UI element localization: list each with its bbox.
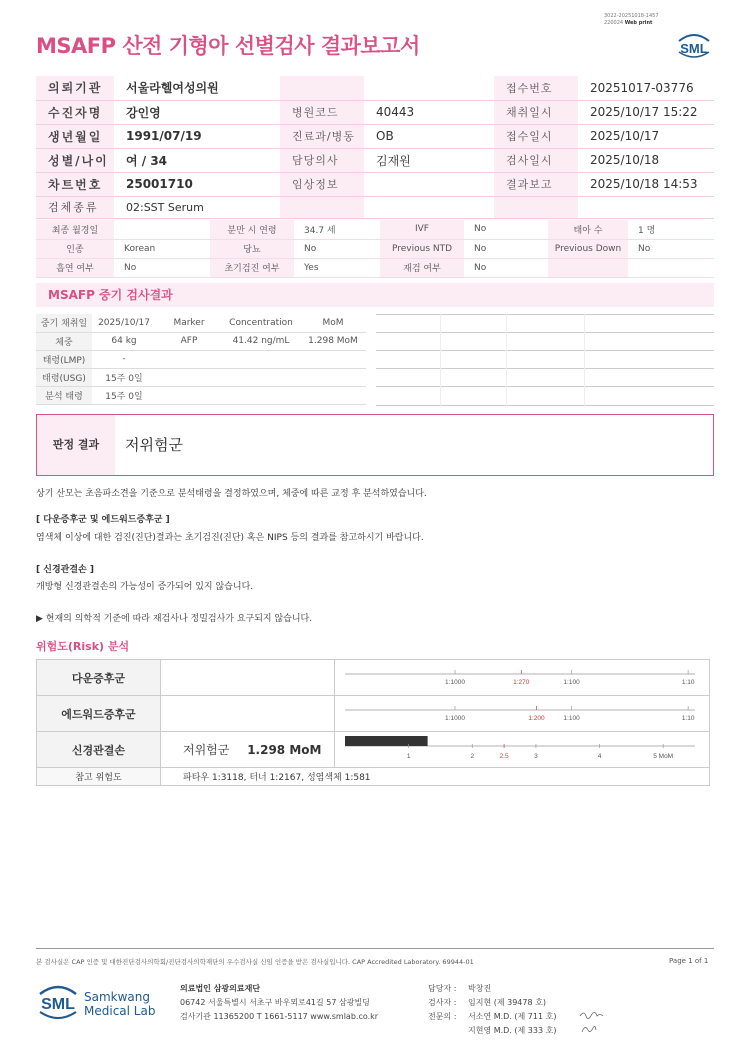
scale-tick-label: 1:270	[513, 679, 530, 686]
scale-tick-label: 1:10	[681, 715, 695, 722]
clinical-label: Previous NTD	[380, 239, 464, 258]
clinical-label: 초기검진 여부	[210, 258, 294, 277]
staff-name: 서소연 M.D. (제 711 호)	[468, 1012, 557, 1021]
scale-tick-label: 5 MoM	[653, 753, 674, 760]
info-label: 검체종류	[36, 196, 114, 218]
clinical-label	[548, 258, 628, 277]
marker-value	[156, 386, 222, 404]
info-label: 담당의사	[280, 148, 364, 172]
sml-logo	[676, 32, 712, 58]
clinical-label: 당뇨	[210, 239, 294, 258]
scale-tick-label: 1	[406, 753, 411, 760]
clinical-label: 흡연 여부	[36, 258, 114, 277]
risk-scale-ntd	[335, 732, 710, 768]
info-label: 임상정보	[280, 172, 364, 196]
clinical-label: 태아 수	[548, 220, 628, 239]
clinical-row	[36, 258, 714, 277]
scale-tick-label: 1:1000	[445, 715, 465, 722]
note-heading-down: [ 다운증후군 및 에드워드증후군 ]	[36, 515, 170, 525]
info-value	[364, 76, 494, 100]
marker-value	[222, 368, 300, 386]
report-title: MSAFP 산전 기형아 선별검사 결과보고서	[36, 34, 420, 58]
marker-value: 64 kg	[92, 332, 156, 350]
section-title-msafp: MSAFP 중기 검사결과	[36, 283, 714, 307]
clinical-label: Previous Down	[548, 239, 628, 258]
clinical-row	[36, 239, 714, 258]
clinical-value: 1 명	[628, 220, 714, 239]
marker-label: 체중	[36, 332, 92, 350]
info-value: 25001710	[114, 172, 280, 196]
clinical-value	[628, 258, 714, 277]
marker-value: -	[92, 350, 156, 368]
ref-risk-value: 파타우 1:3118, 터너 1:2167, 성염색체 1:581	[161, 768, 710, 786]
svg-text:SML: SML	[41, 996, 75, 1013]
info-label	[280, 196, 364, 218]
scale-tick-label: 4	[597, 753, 602, 760]
scale-tick-label: 1:200	[528, 715, 545, 722]
marker-row	[36, 314, 366, 332]
info-row	[36, 196, 714, 218]
risk-result-edwards	[161, 696, 335, 732]
clinical-label: 재검 여부	[380, 258, 464, 277]
note-down: 염색체 이상에 대한 검진(진단)결과는 초기검진(진단) 혹은 NIPS 등의 결과를 참고하시기 바랍니다.	[36, 533, 424, 543]
marker-value	[300, 350, 366, 368]
clinical-value	[114, 220, 210, 239]
info-value	[578, 196, 714, 218]
marker-label: 태령(LMP)	[36, 350, 92, 368]
risk-scale-edwards	[335, 696, 710, 732]
print-code: 3022-20251018-1457 220024 Web print	[604, 13, 659, 26]
risk-title: 위험도(Risk) 분석	[36, 640, 130, 653]
info-value: 2025/10/18	[578, 148, 714, 172]
marker-value	[300, 386, 366, 404]
judgement-label: 판정 결과	[37, 415, 115, 475]
info-row	[36, 172, 714, 196]
marker-value	[300, 368, 366, 386]
info-row	[36, 148, 714, 172]
info-label: 차트번호	[36, 172, 114, 196]
empty-result-grid	[376, 314, 714, 406]
clinical-value: Korean	[114, 239, 210, 258]
risk-label-edwards: 에드워드증후군	[37, 696, 161, 732]
clinical-label: 인종	[36, 239, 114, 258]
staff-row	[428, 982, 556, 996]
signature	[578, 1008, 608, 1041]
info-label	[280, 76, 364, 100]
risk-label-ntd: 신경관결손	[37, 732, 161, 768]
info-value: 강인영	[114, 100, 280, 124]
staff-list	[428, 982, 556, 1038]
scale-tick-label: 2.5	[499, 753, 509, 760]
info-value: OB	[364, 124, 494, 148]
info-row	[36, 100, 714, 124]
marker-label: 중기 채취일	[36, 314, 92, 332]
marker-value	[222, 386, 300, 404]
info-label: 수진자명	[36, 100, 114, 124]
info-value	[364, 196, 494, 218]
info-value: 2025/10/17 15:22	[578, 100, 714, 124]
marker-value: 2025/10/17	[92, 314, 156, 332]
info-label: 병원코드	[280, 100, 364, 124]
clinical-value: No	[464, 220, 548, 239]
info-label: 검사일시	[494, 148, 578, 172]
marker-value: 15주 0일	[92, 368, 156, 386]
marker-value	[156, 350, 222, 368]
clinical-value: No	[464, 258, 548, 277]
marker-table	[36, 314, 366, 405]
staff-name: 박창진	[468, 984, 492, 993]
ref-risk-label: 참고 위험도	[37, 768, 161, 786]
clinical-row	[36, 220, 714, 239]
ntd-mom-value: 1.298 MoM	[247, 743, 322, 757]
info-label: 채취일시	[494, 100, 578, 124]
marker-row	[36, 386, 366, 404]
info-label: 성별/나이	[36, 148, 114, 172]
risk-label-down: 다운증후군	[37, 660, 161, 696]
staff-name: 임지현 (제 39478 호)	[468, 998, 546, 1007]
staff-row	[428, 1024, 556, 1038]
clinical-value: No	[464, 239, 548, 258]
clinical-info-table	[36, 220, 714, 278]
marker-value	[222, 350, 300, 368]
marker-row	[36, 368, 366, 386]
clinical-value: No	[628, 239, 714, 258]
scale-tick-label: 3	[534, 753, 538, 760]
clinical-value: Yes	[294, 258, 380, 277]
judgement-box	[36, 414, 714, 476]
info-value: 02:SST Serum	[114, 196, 280, 218]
marker-value: Marker	[156, 314, 222, 332]
lab-name: Samkwang Medical Lab	[84, 990, 156, 1018]
marker-row	[36, 350, 366, 368]
info-value: 김재원	[364, 148, 494, 172]
org-info: 의료법인 삼광의료재단 06742 서울특별시 서초구 바우뫼로41길 57 삼광빌딩 검사기관 11365200 T 1661-5117 www.smlab.co.kr	[180, 984, 379, 1021]
staff-row	[428, 1010, 556, 1024]
staff-name: 지현영 M.D. (제 333 호)	[468, 1026, 557, 1035]
marker-value: 1.298 MoM	[300, 332, 366, 350]
scale-tick-label: 1:10	[681, 679, 695, 686]
ntd-result-text: 저위험군	[183, 743, 230, 757]
info-label: 진료과/병동	[280, 124, 364, 148]
footer-divider	[36, 948, 714, 949]
risk-scale-down	[335, 660, 710, 696]
staff-role: 검사자 :	[428, 998, 457, 1007]
info-label: 의뢰기관	[36, 76, 114, 100]
note-analysis: 상기 산모는 초음파소견을 기준으로 분석태령을 결정하였으며, 체중에 따른 교정 후 분석하였습니다.	[36, 489, 427, 499]
risk-result-down	[161, 660, 335, 696]
info-value: 1991/07/19	[114, 124, 280, 148]
marker-value	[156, 368, 222, 386]
marker-value: AFP	[156, 332, 222, 350]
scale-tick-label: 1:100	[563, 679, 580, 686]
scale-tick-label: 1:1000	[445, 679, 465, 686]
staff-row	[428, 996, 556, 1010]
clinical-value: No	[294, 239, 380, 258]
risk-result-ntd	[161, 732, 335, 768]
risk-table	[36, 659, 710, 786]
info-value: 여 / 34	[114, 148, 280, 172]
info-row	[36, 76, 714, 100]
clinical-label: 최종 월경일	[36, 220, 114, 239]
cap-accreditation: 본 검사실은 CAP 인증 및 대한진단검사의학회/진단검사의학재단의 우수검사실 신임 인증을 받은 검사실입니다. CAP Accredited Laboratory. 69944-01	[36, 958, 474, 966]
note-ntd: 개방형 신경관결손의 가능성이 증가되어 있지 않습니다.	[36, 582, 254, 592]
ntd-mom-bar	[345, 736, 428, 746]
patient-info-table	[36, 76, 714, 219]
info-label: 접수일시	[494, 124, 578, 148]
info-label	[494, 196, 578, 218]
info-label: 생년월일	[36, 124, 114, 148]
info-value: 2025/10/18 14:53	[578, 172, 714, 196]
judgement-value: 저위험군	[125, 436, 183, 454]
page-number: Page 1 of 1	[669, 957, 709, 965]
marker-value: MoM	[300, 314, 366, 332]
info-value: 2025/10/17	[578, 124, 714, 148]
scale-tick-label: 2	[470, 753, 475, 760]
logo-text: SML	[680, 41, 708, 56]
info-value: 20251017-03776	[578, 76, 714, 100]
marker-value: Concentration	[222, 314, 300, 332]
marker-label: 태령(USG)	[36, 368, 92, 386]
marker-label: 분석 태령	[36, 386, 92, 404]
info-label: 결과보고	[494, 172, 578, 196]
marker-row	[36, 332, 366, 350]
info-label: 접수번호	[494, 76, 578, 100]
staff-role: 전문의 :	[428, 1012, 457, 1021]
clinical-label: IVF	[380, 220, 464, 239]
info-value: 40443	[364, 100, 494, 124]
note-heading-ntd: [ 신경관결손 ]	[36, 565, 94, 575]
note-recommendation: ▶ 현재의 의학적 기준에 따라 재검사나 정밀검사가 요구되지 않습니다.	[36, 614, 313, 624]
info-value	[364, 172, 494, 196]
clinical-label: 분만 시 연령	[210, 220, 294, 239]
samkwang-logo	[36, 982, 80, 1025]
info-value: 서울라헬여성의원	[114, 76, 280, 100]
clinical-value: No	[114, 258, 210, 277]
clinical-value: 34.7 세	[294, 220, 380, 239]
info-row	[36, 124, 714, 148]
staff-role: 담당자 :	[428, 984, 457, 993]
scale-tick-label: 1:100	[563, 715, 580, 722]
marker-value: 41.42 ng/mL	[222, 332, 300, 350]
marker-value: 15주 0일	[92, 386, 156, 404]
